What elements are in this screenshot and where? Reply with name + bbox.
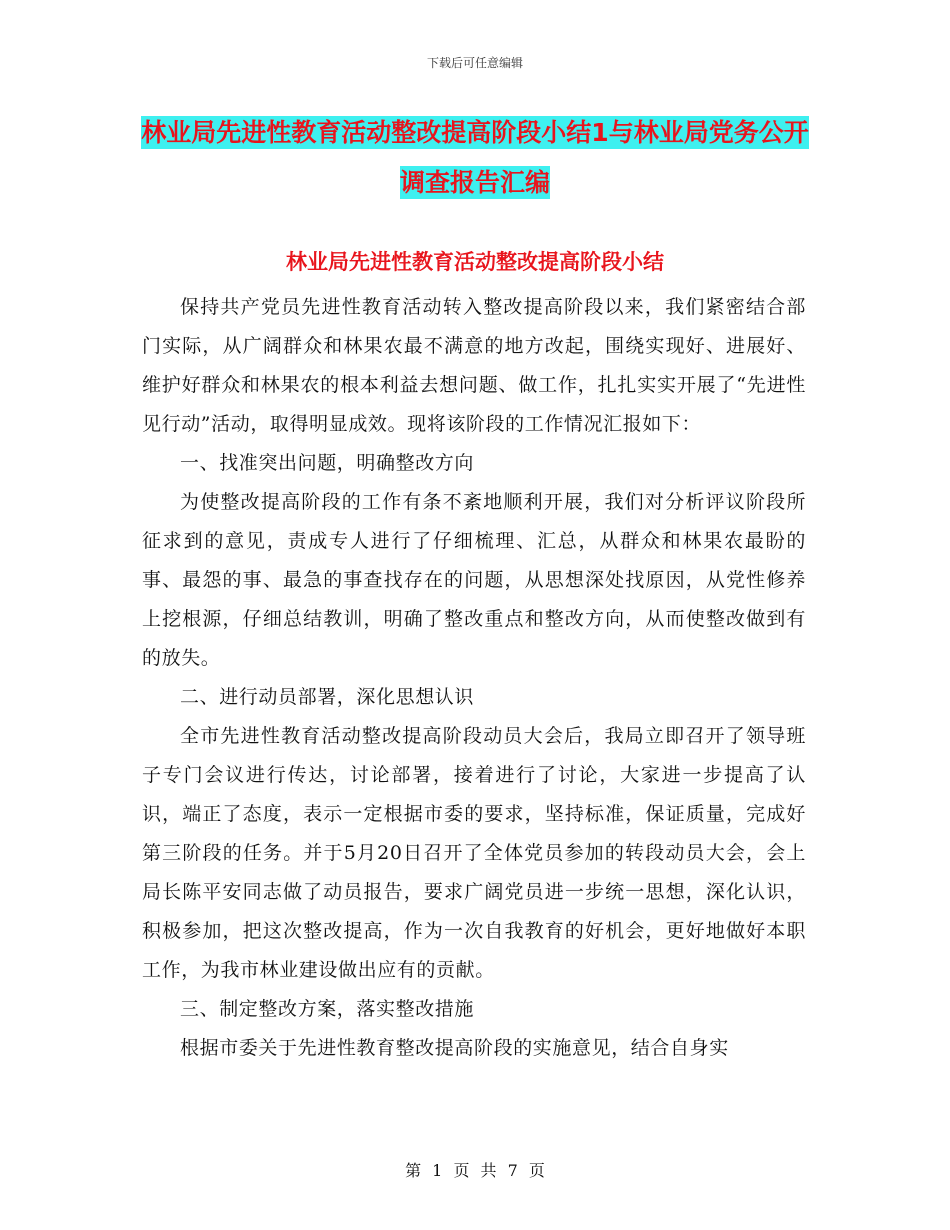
- paragraph: 全市先进性教育活动整改提高阶段动员大会后，我局立即召开了领导班子专门会议进行传达，讨论部署，接着进行了讨论，大家进一步提高了认识，端正了态度，表示一定根据市委的要求，坚持标准，保证质量，完成好第三阶段的任务。并于5月20日召开了全体党员参加的转段动员大会，会上局长陈平安同志做了动员报告，要求广阔党员进一步统一思想，深化认识，积极参加，把这次整改提高，作为一次自我教育的好机会，更好地做好本职工作，为我市林业建设做出应有的贡献。: [142, 725, 806, 981]
- document-title-text: 林业局先进性教育活动整改提高阶段小结1与林业局党务公开调查报告汇编: [141, 118, 809, 197]
- paragraph: 为使整改提高阶段的工作有条不紊地顺利开展，我们对分析评议阶段所征求到的意见，责成专人进行了仔细梳理、汇总，从群众和林果农最盼的事、最怨的事、最急的事查找存在的问题，从思想深处找原因，从党性修养上挖根源，仔细总结教训，明确了整改重点和整改方向，从而使整改做到有的放失。: [142, 491, 806, 669]
- document-body: [142, 288, 806, 1068]
- document-title: [140, 108, 810, 208]
- paragraph: 保持共产党员先进性教育活动转入整改提高阶段以来，我们紧密结合部门实际，从广阔群众和林果农最不满意的地方改起，围绕实现好、进展好、维护好群众和林果农的根本利益去想问题、做工作，扎扎实实开展了“先进性见行动”活动，取得明显成效。现将该阶段的工作情况汇报如下：: [142, 296, 806, 435]
- page-footer: 第 1 页 共 7 页: [405, 1161, 545, 1180]
- section-title: 林业局先进性教育活动整改提高阶段小结: [286, 250, 664, 274]
- section-heading: 三、制定整改方案，落实整改措施: [180, 998, 475, 1020]
- header-note: 下载后可任意编辑: [426, 56, 523, 70]
- section-heading: 二、进行动员部署，深化思想认识: [180, 686, 475, 708]
- section-heading: 一、找准突出问题，明确整改方向: [180, 452, 475, 474]
- paragraph: 根据市委关于先进性教育整改提高阶段的实施意见，结合自身实: [180, 1037, 729, 1059]
